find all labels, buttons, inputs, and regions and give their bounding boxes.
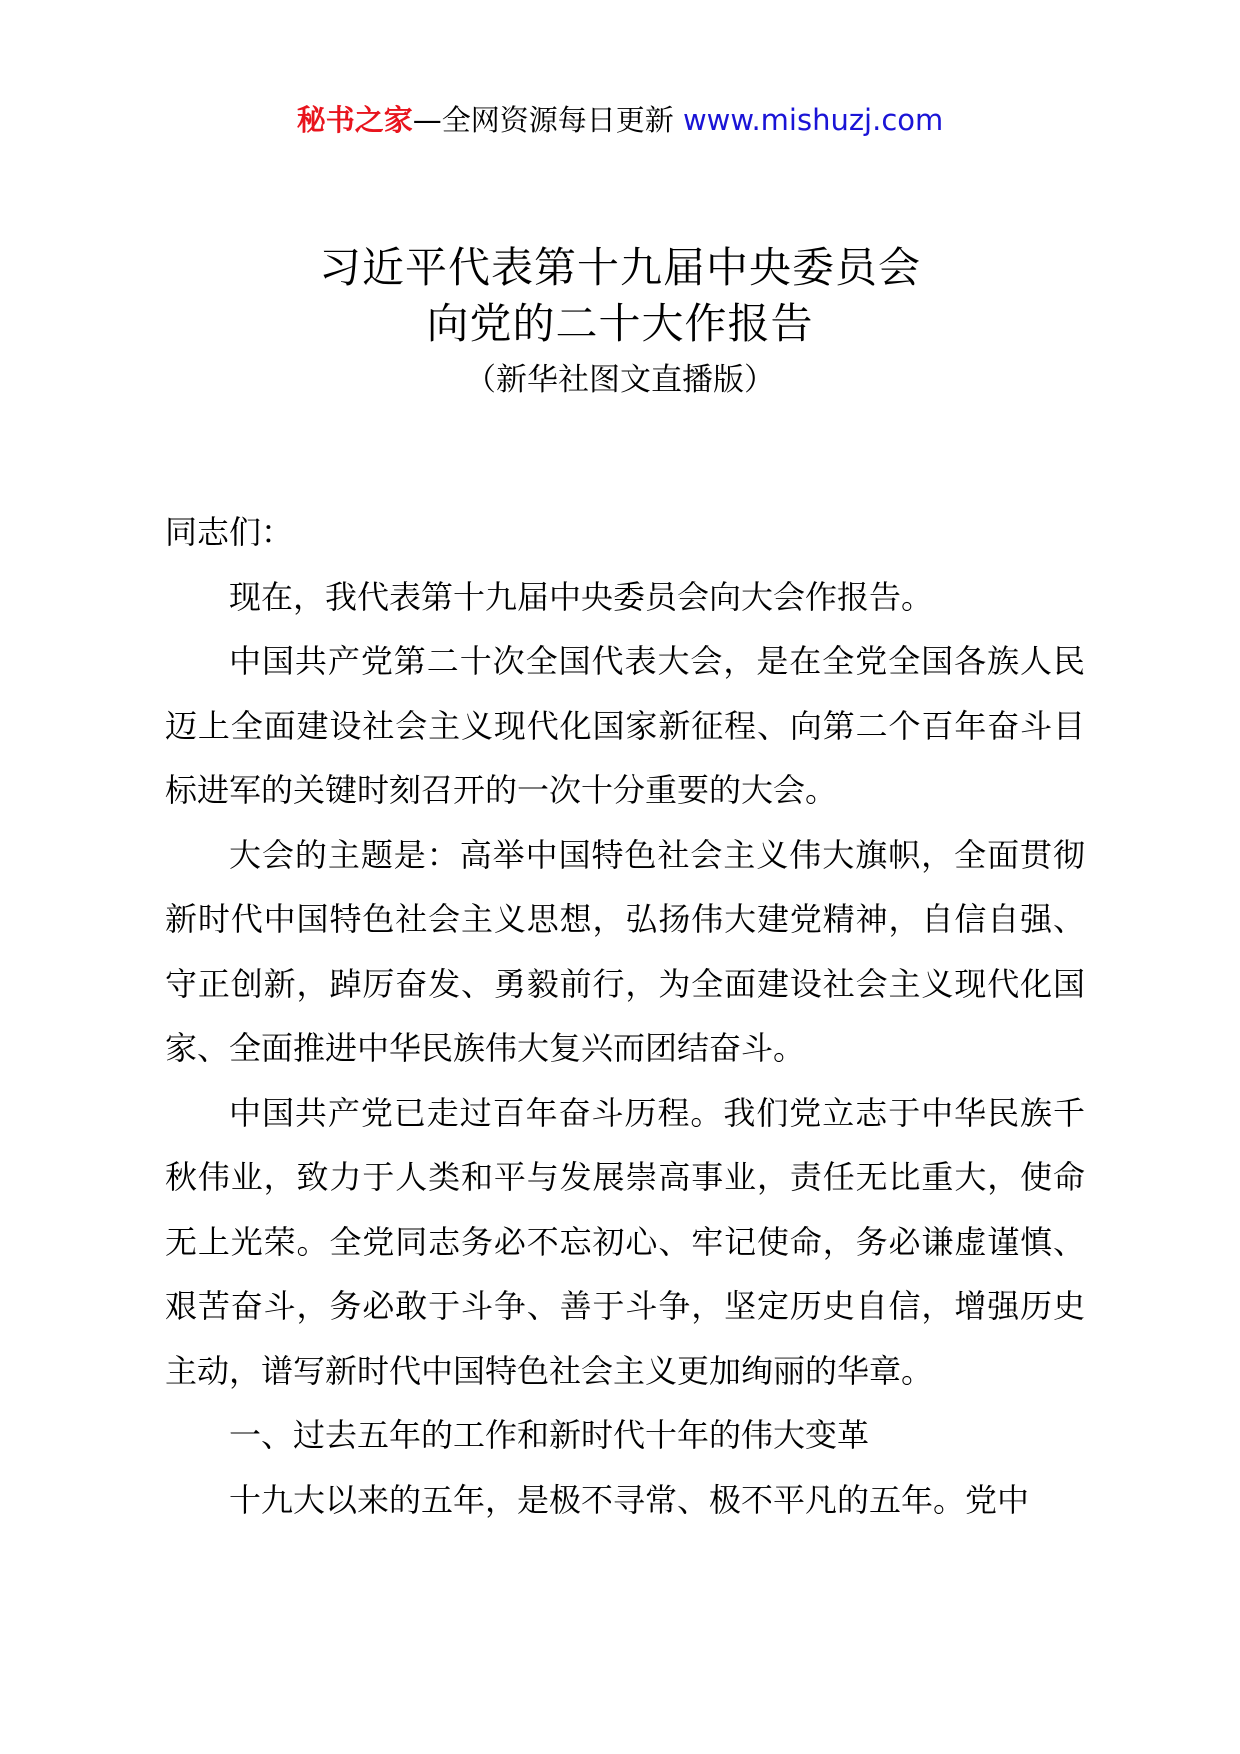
document-title-block <box>0 240 1240 402</box>
paragraph: 大会的主题是：高举中国特色社会主义伟大旗帜，全面贯彻新时代中国特色社会主义思想，弘扬伟大建党精神，自信自强、守正创新，踔厉奋发、勇毅前行，为全面建设社会主义现代化国家、全面推进中华民族伟大复兴而团结奋斗。 <box>165 835 1085 1067</box>
paragraph: 中国共产党已走过百年奋斗历程。我们党立志于中华民族千秋伟业，致力于人类和平与发展崇高事业，责任无比重大，使命无上光荣。全党同志务必不忘初心、牢记使命，务必谦虚谨慎、艰苦奋斗，务必敢于斗争、善于斗争，坚定历史自信，增强历史主动，谱写新时代中国特色社会主义更加绚丽的华章。 <box>165 1093 1085 1390</box>
document-body <box>165 500 1085 1532</box>
salutation: 同志们： <box>165 513 294 551</box>
paragraph: 中国共产党第二十次全国代表大会，是在全党全国各族人民迈上全面建设社会主义现代化国家新征程、向第二个百年奋斗目标进军的关键时刻召开的一次十分重要的大会。 <box>165 642 1085 809</box>
paragraph: 现在，我代表第十九届中央委员会向大会作报告。 <box>229 577 934 616</box>
document-title-line-2: 向党的二十大作报告 <box>426 299 814 348</box>
site-url-link[interactable]: www.mishuzj.com <box>682 103 944 137</box>
brand-name: 秘书之家 <box>296 103 413 137</box>
document-subtitle: （新华社图文直播版） <box>465 362 775 398</box>
document-title-line-1: 习近平代表第十九届中央委员会 <box>318 243 921 292</box>
paragraph: 十九大以来的五年，是极不寻常、极不平凡的五年。党中 <box>229 1480 1030 1519</box>
section-heading: 一、过去五年的工作和新时代十年的伟大变革 <box>229 1416 870 1454</box>
banner-tagline: —全网资源每日更新 <box>412 103 674 137</box>
site-banner <box>0 100 1240 140</box>
